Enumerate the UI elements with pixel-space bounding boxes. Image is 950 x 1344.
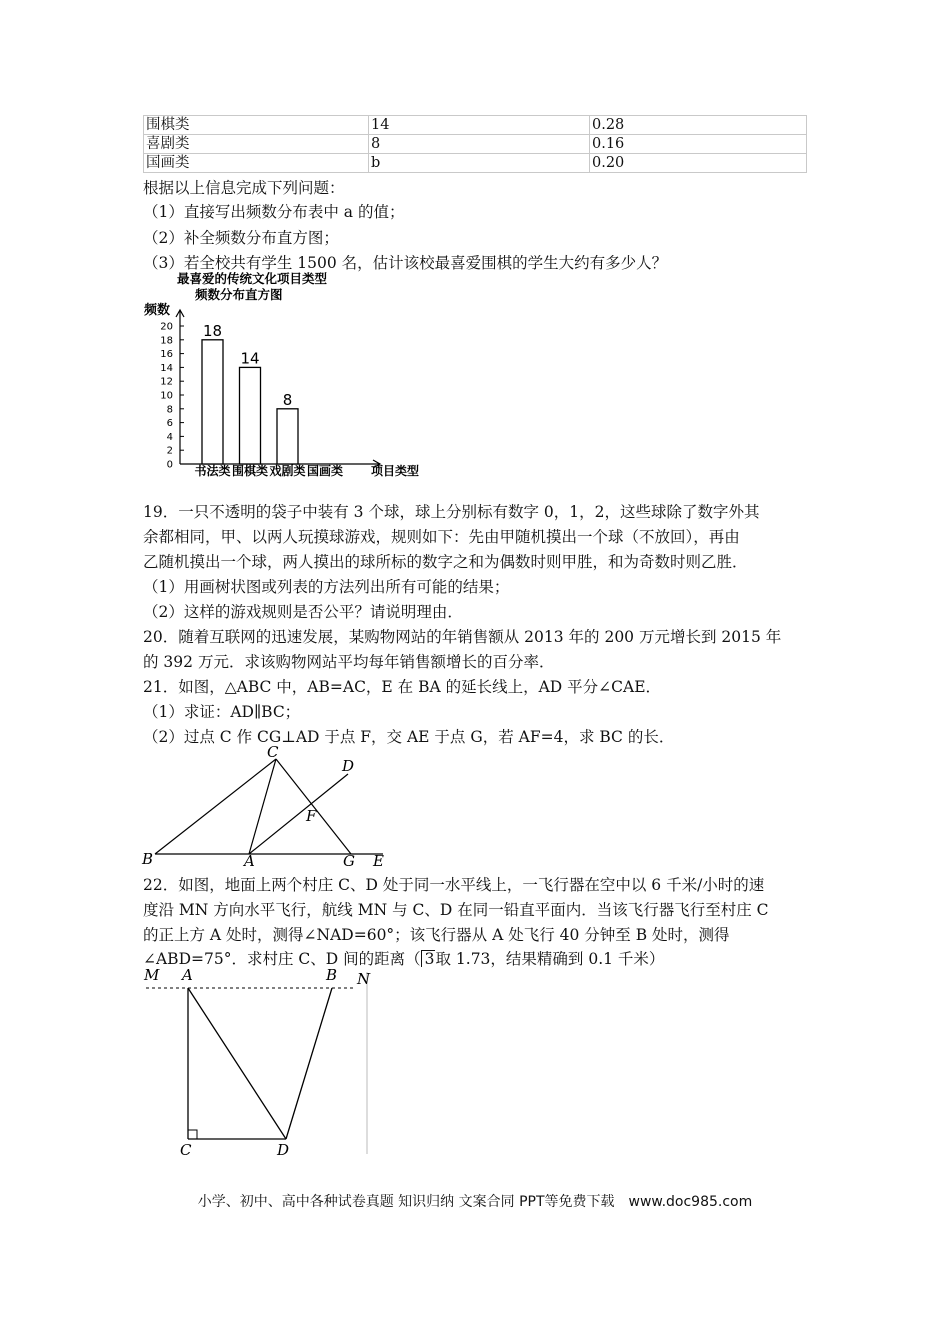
bar-value-label: 8 <box>282 390 293 409</box>
y-tick-label: 6 <box>166 418 173 430</box>
bar-3 <box>277 409 298 464</box>
segment-ad <box>188 988 286 1139</box>
label-b: B <box>326 966 338 984</box>
label-f: F <box>306 807 317 825</box>
y-tick-label: 18 <box>160 335 173 347</box>
ray-ad <box>249 774 348 854</box>
category-label: 书法类 <box>194 464 231 478</box>
q18-part1: （1）直接写出频数分布表中 a 的值； <box>143 203 405 221</box>
sqrt-radicand: 3 <box>424 950 435 968</box>
bar-1 <box>202 340 223 464</box>
q21-part2: （2）过点 C 作 CG⊥AD 于点 F，交 AE 于点 G，若 AF=4，求 BC 的长． <box>143 728 675 746</box>
q22-line2: 度沿 MN 方向水平飞行，航线 MN 与 C、D 在同一铅直平面内．当该飞行器飞行至村庄 C <box>143 901 769 919</box>
q19-part2: （2）这样的游戏规则是否公平？请说明理由． <box>143 603 463 621</box>
sqrt-symbol <box>421 950 436 967</box>
x-axis-label: 项目类型 <box>371 464 420 478</box>
y-tick-label: 0 <box>166 459 173 471</box>
y-tick-label: 14 <box>160 362 173 374</box>
label-c: C <box>180 1141 192 1158</box>
table-cell: b <box>369 154 590 173</box>
label-d: D <box>277 1141 290 1158</box>
table-row <box>144 154 807 173</box>
right-angle-mark <box>188 1130 197 1139</box>
segment-bc <box>155 759 276 854</box>
y-tick-label: 12 <box>160 376 173 388</box>
table-cell: 0.28 <box>590 116 807 135</box>
label-a: A <box>244 852 255 870</box>
table-cell: 8 <box>369 135 590 154</box>
q22-line4-start: ∠ABD=75°．求村庄 C、D 间的距离（ <box>143 950 421 968</box>
table-row <box>144 135 807 154</box>
bar-value-label: 18 <box>202 321 223 340</box>
y-tick-label: 2 <box>166 445 173 457</box>
bar-value-label: 14 <box>240 349 260 368</box>
y-tick-label: 8 <box>166 404 173 416</box>
q18-part3: （3）若全校共有学生 1500 名，估计该校最喜爱围棋的学生大约有多少人？ <box>143 254 668 272</box>
segment-ac <box>249 759 276 854</box>
q22-line1: 22．如图，地面上两个村庄 C、D 处于同一水平线上，一飞行器在空中以 6 千米/小时的速 <box>143 876 765 894</box>
label-m: M <box>144 966 160 984</box>
y-tick-label: 16 <box>160 349 173 361</box>
table-cell: 围棋类 <box>144 116 369 135</box>
q20-line2: 的 392 万元．求该购物网站平均每年销售额增长的百分率． <box>143 653 555 671</box>
y-tick-label: 10 <box>160 390 173 402</box>
frequency-histogram <box>143 271 423 479</box>
table-cell: 国画类 <box>144 154 369 173</box>
q18-intro: 根据以上信息完成下列问题： <box>143 179 345 197</box>
table-row <box>144 116 807 135</box>
flight-figure <box>140 966 375 1158</box>
category-label: 国画类 <box>306 464 344 478</box>
frequency-table <box>143 115 807 173</box>
table-cell: 0.16 <box>590 135 807 154</box>
bar-2 <box>240 367 261 464</box>
q20-line1: 20．随着互联网的迅速发展，某购物网站的年销售额从 2013 年的 200 万元增长到 2015 年 <box>143 628 782 646</box>
table-cell: 喜剧类 <box>144 135 369 154</box>
category-label: 戏剧类 <box>269 464 306 478</box>
label-g: G <box>343 852 355 870</box>
q19-line3: 乙随机摸出一个球，两人摸出的球所标的数字之和为偶数时则甲胜，和为奇数时则乙胜． <box>143 553 748 571</box>
label-c: C <box>267 745 279 761</box>
q22-line3: 的正上方 A 处时，测得∠NAD=60°；该飞行器从 A 处飞行 40 分钟至 B 处时，测得 <box>143 926 730 944</box>
y-tick-label: 20 <box>160 321 173 333</box>
triangle-figure <box>140 745 390 870</box>
chart-subtitle: 频数分布直方图 <box>195 287 283 302</box>
chart-title: 最喜爱的传统文化项目类型 <box>177 271 328 286</box>
q19-part1: （1）用画树状图或列表的方法列出所有可能的结果； <box>143 578 510 596</box>
label-b: B <box>142 850 154 868</box>
y-axis-label: 频数 <box>144 303 171 318</box>
label-d: D <box>342 757 355 775</box>
q22-line4-end: 取 1.73，结果精确到 0.1 千米） <box>435 950 665 968</box>
label-n: N <box>357 970 371 988</box>
q19-line2: 余都相同，甲、以两人玩摸球游戏，规则如下：先由甲随机摸出一个球（不放回），再由 <box>143 528 740 546</box>
q21-line1: 21．如图，△ABC 中，AB=AC，E 在 BA 的延长线上，AD 平分∠CAE． <box>143 678 662 696</box>
q18-part2: （2）补全频数分布直方图； <box>143 229 339 247</box>
table-cell: 0.20 <box>590 154 807 173</box>
y-tick-label: 4 <box>166 431 173 443</box>
segment-bd <box>286 988 332 1139</box>
table-cell: 14 <box>369 116 590 135</box>
page-footer: 小学、初中、高中各种试卷真题 知识归纳 文案合同 PPT等免费下载 www.doc985.com <box>197 1194 753 1210</box>
q19-line1: 19．一只不透明的袋子中装有 3 个球，球上分别标有数字 0，1，2，这些球除了数字外其 <box>143 503 760 521</box>
category-label: 围棋类 <box>231 464 269 478</box>
label-e: E <box>373 852 384 870</box>
q21-part1: （1）求证：AD∥BC； <box>143 703 301 721</box>
label-a: A <box>182 966 193 984</box>
